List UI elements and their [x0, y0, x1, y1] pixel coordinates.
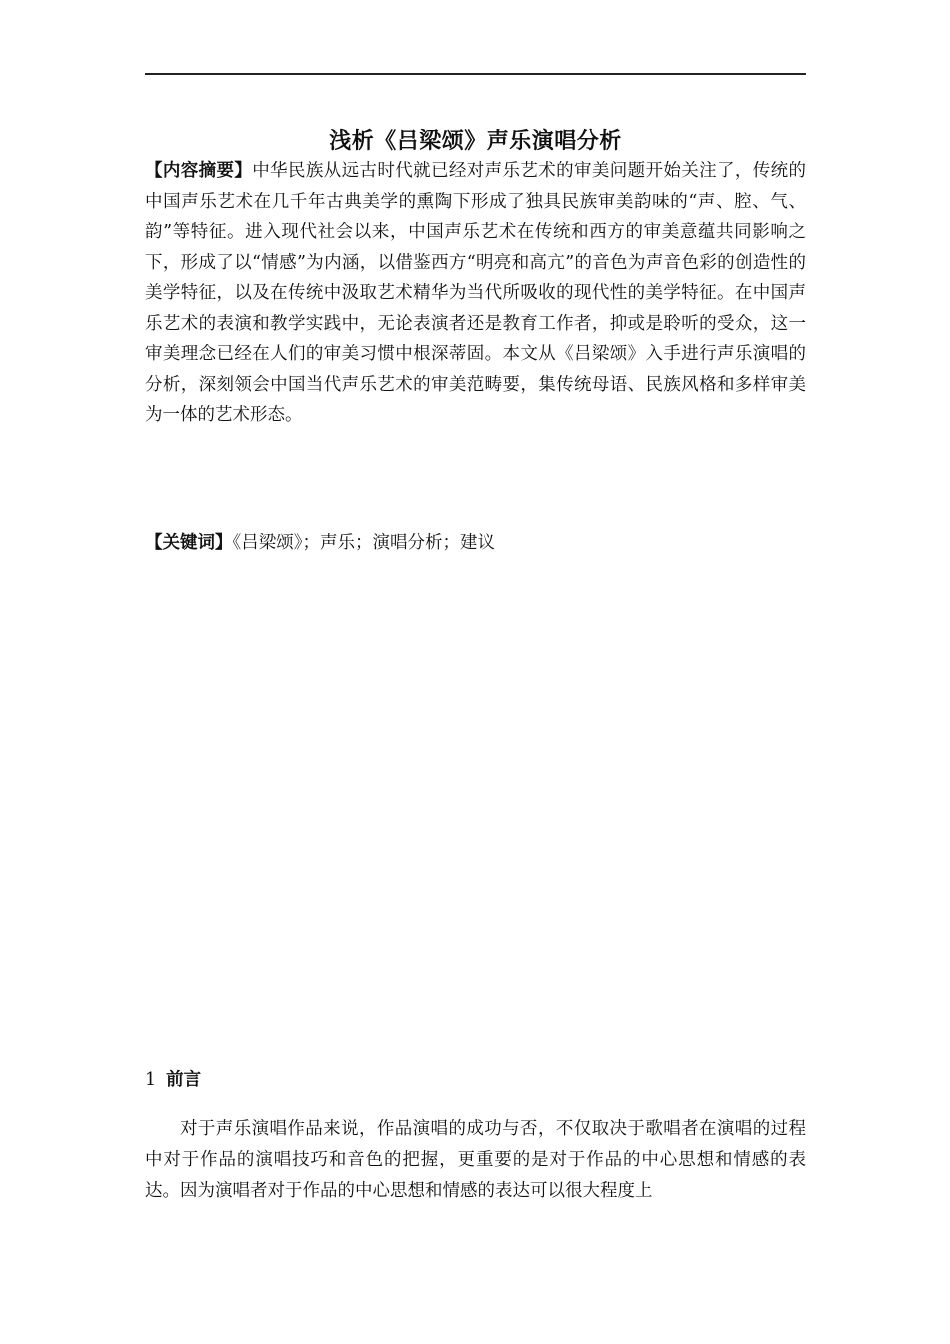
abstract-paragraph	[145, 156, 806, 431]
abstract-label: 【内容摘要】	[145, 161, 253, 181]
header-rule	[145, 73, 806, 75]
section-title: 前言	[166, 1070, 202, 1090]
keywords-text: 《吕梁颂》；声乐；演唱分析；建议	[232, 533, 495, 553]
keywords-line	[145, 528, 806, 558]
document-title: 浅析《吕梁颂》声乐演唱分析	[329, 129, 622, 154]
body-paragraph: 对于声乐演唱作品来说，作品演唱的成功与否，不仅取决于歌唱者在演唱的过程中对于作品的演唱技巧和音色的把握，更重要的是对于作品的中心思想和情感的表达。因为演唱者对于作品的中心思想和情感的表达可以很大程度上	[145, 1119, 806, 1201]
keywords-label: 【关键词】	[145, 533, 233, 553]
section-number: 1	[145, 1070, 157, 1090]
abstract-text: 中华民族从远古时代就已经对声乐艺术的审美问题开始关注了，传统的中国声乐艺术在几千年古典美学的熏陶下形成了独具民族审美韵味的“声、腔、气、韵”等特征。进入现代社会以来，中国声乐艺术在传统和西方的审美意蕴共同影响之下，形成了以“情感”为内涵，以借鉴西方“明亮和高亢”的音色为声音色彩的创造性的美学特征，以及在传统中汲取艺术精华为当代所吸收的现代性的美学特征。在中国声乐艺术的表演和教学实践中，无论表演者还是教育工作者，抑或是聆听的受众，这一审美理念已经在人们的审美习惯中根深蒂固。本文从《吕梁颂》入手进行声乐演唱的分析，深刻领会中国当代声乐艺术的审美范畴要，集传统母语、民族风格和多样审美为一体的艺术形态。	[145, 161, 806, 425]
section-heading	[145, 1065, 806, 1095]
